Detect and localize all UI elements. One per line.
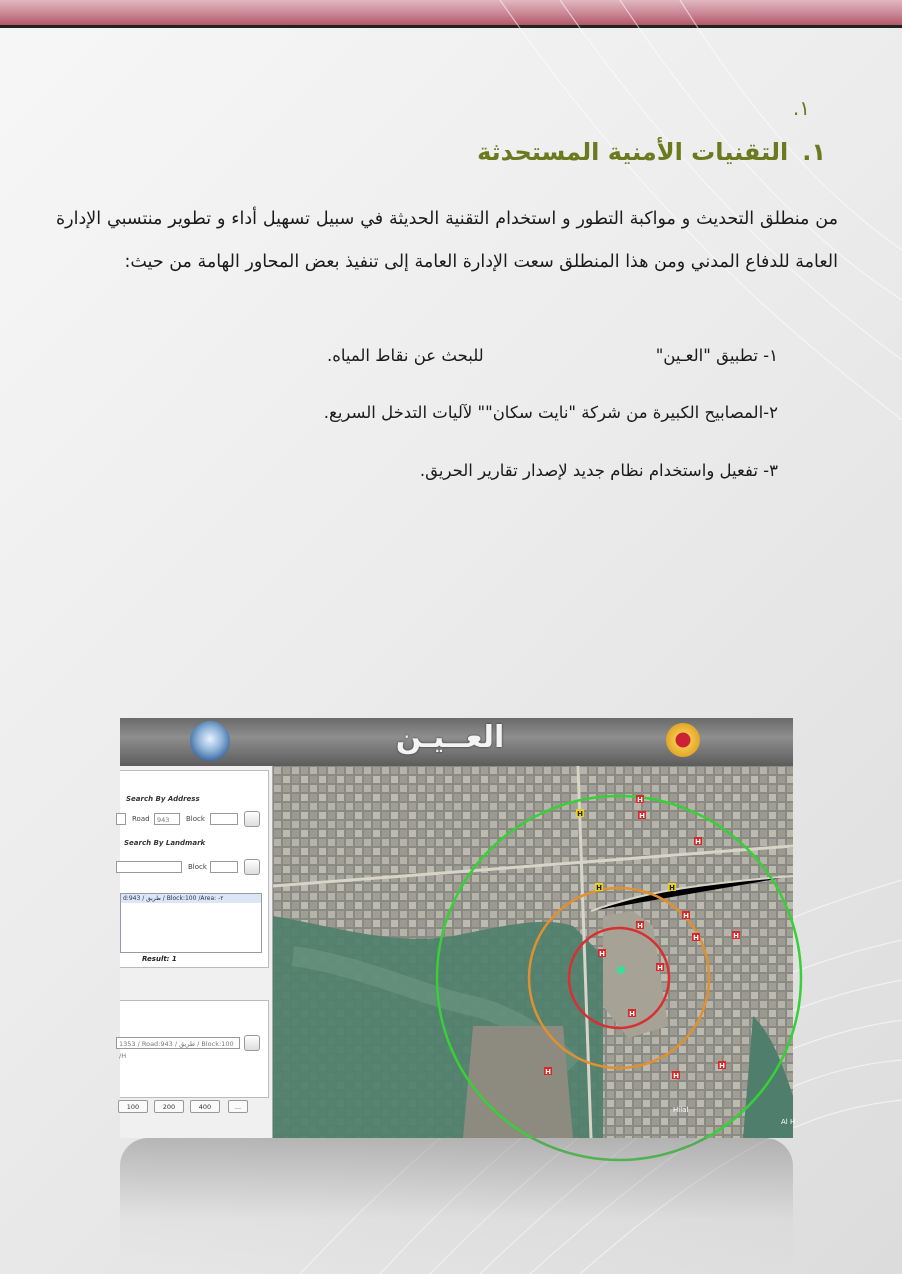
app-header bbox=[120, 718, 793, 766]
item-label: ١- تطبيق "العـين" bbox=[655, 346, 778, 365]
radius-button-400[interactable]: 400 bbox=[190, 1100, 220, 1113]
hydrant-marker bbox=[544, 1067, 552, 1076]
satellite-map[interactable] bbox=[273, 766, 796, 1138]
location-field[interactable]: 1353 / Road:943 / طريق / Block:100 /H bbox=[116, 1037, 240, 1049]
hydrant-marker bbox=[694, 837, 702, 846]
svg-text:H: H bbox=[733, 932, 739, 940]
svg-text:H: H bbox=[657, 964, 663, 972]
area-input[interactable] bbox=[116, 813, 126, 825]
map-label-hilal: Hilal bbox=[673, 1106, 689, 1114]
hydrant-marker bbox=[636, 795, 644, 804]
item-detail: للبحث عن نقاط المياه. bbox=[326, 346, 484, 365]
app-logo-icon bbox=[190, 721, 230, 761]
svg-text:H: H bbox=[637, 922, 643, 930]
search-by-address-label: Search By Address bbox=[126, 795, 200, 803]
search-panel bbox=[120, 766, 273, 1138]
svg-text:H: H bbox=[673, 1072, 679, 1080]
radius-button-100[interactable]: 100 bbox=[118, 1100, 148, 1113]
address-search-button[interactable] bbox=[244, 811, 260, 827]
current-location-marker bbox=[617, 966, 625, 974]
top-divider bbox=[0, 25, 902, 28]
radius-button-more[interactable]: ... bbox=[228, 1100, 248, 1113]
search-by-landmark-label: Search By Landmark bbox=[124, 839, 206, 847]
hydrant-marker bbox=[598, 949, 606, 958]
hydrant-marker bbox=[636, 921, 644, 930]
landmark-block-input[interactable] bbox=[210, 861, 238, 873]
section-heading bbox=[477, 138, 826, 166]
block-label: Block bbox=[186, 815, 205, 823]
svg-text:H: H bbox=[719, 1062, 725, 1070]
result-count: Result: 1 bbox=[142, 955, 177, 963]
svg-text:H: H bbox=[596, 884, 602, 892]
list-item: ٢-المصابيح الكبيرة من شركة "نايت سكان"" لآليات التدخل السريع. bbox=[323, 403, 778, 422]
road-input[interactable]: 943 bbox=[154, 813, 180, 825]
landmark-input[interactable] bbox=[116, 861, 182, 873]
section-number-top: ١. bbox=[792, 96, 810, 120]
svg-text:H: H bbox=[683, 912, 689, 920]
block-input[interactable] bbox=[210, 813, 238, 825]
hydrant-marker bbox=[628, 1009, 636, 1018]
road-label: Road bbox=[132, 815, 150, 823]
hydrant-marker bbox=[732, 931, 740, 940]
heading-title: التقنيات الأمنية المستحدثة bbox=[477, 138, 789, 166]
svg-text:H: H bbox=[577, 810, 583, 818]
map-label-area: Al H bbox=[781, 1118, 796, 1126]
svg-text:H: H bbox=[629, 1010, 635, 1018]
block-label-2: Block bbox=[188, 863, 207, 871]
screenshot-reflection bbox=[120, 1138, 793, 1274]
hydrant-marker bbox=[638, 811, 646, 820]
civil-defense-emblem-icon bbox=[666, 723, 700, 757]
app-title: العــيـن bbox=[395, 720, 505, 755]
hydrant-marker bbox=[656, 963, 664, 972]
svg-text:H: H bbox=[637, 796, 643, 804]
results-list[interactable] bbox=[120, 893, 262, 953]
intro-paragraph: من منطلق التحديث و مواكبة التطور و استخدام التقنية الحديثة في سبيل تسهيل أداء و تطوير منتسبي الإدارة العامة للدفاع المدني ومن هذا المنطلق سعت الإدارة العامة إلى تنفيذ بعض المحاور الهامة من حيث: bbox=[56, 209, 838, 272]
helipad-marker bbox=[668, 883, 676, 892]
helipad-marker bbox=[576, 809, 584, 818]
svg-text:H: H bbox=[545, 1068, 551, 1076]
hydrant-marker bbox=[682, 911, 690, 920]
app-screenshot bbox=[119, 718, 796, 1138]
hydrant-marker bbox=[718, 1061, 726, 1070]
svg-text:H: H bbox=[695, 838, 701, 846]
search-box bbox=[120, 770, 269, 968]
result-row[interactable]: d:943 / طريق / Block:100 /Area: -٢ bbox=[121, 894, 261, 903]
locate-button[interactable] bbox=[244, 1035, 260, 1051]
radius-box bbox=[120, 1000, 269, 1098]
list-item: ٣- تفعيل واستخدام نظام جديد لإصدار تقارير الحريق. bbox=[419, 461, 778, 480]
landmark-search-button[interactable] bbox=[244, 859, 260, 875]
svg-text:H: H bbox=[693, 934, 699, 942]
radius-button-200[interactable]: 200 bbox=[154, 1100, 184, 1113]
heading-number: ١. bbox=[802, 138, 826, 166]
svg-text:H: H bbox=[669, 884, 675, 892]
svg-text:H: H bbox=[639, 812, 645, 820]
list-item bbox=[327, 346, 778, 365]
svg-text:H: H bbox=[599, 950, 605, 958]
hydrant-marker bbox=[672, 1071, 680, 1080]
top-banner bbox=[0, 0, 902, 26]
helipad-marker bbox=[595, 883, 603, 892]
hydrant-marker bbox=[692, 933, 700, 942]
